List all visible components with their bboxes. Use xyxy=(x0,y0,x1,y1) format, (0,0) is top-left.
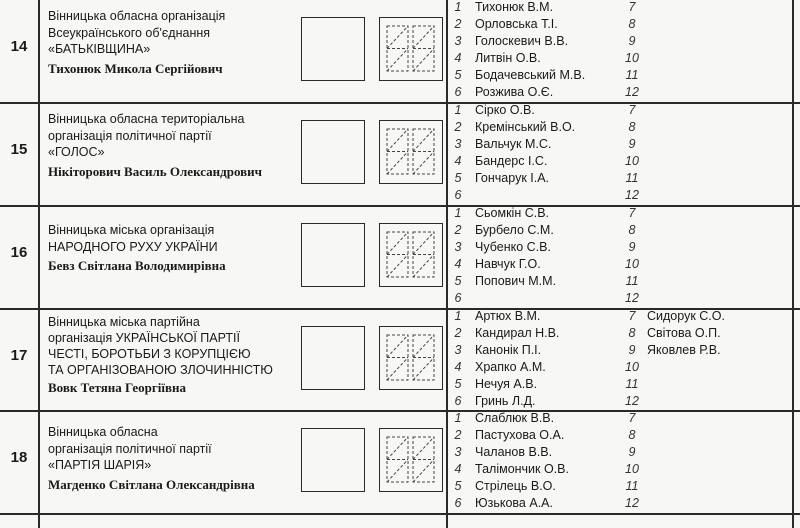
candidate-line: 6 Розжива О.Є. 12 xyxy=(454,85,639,99)
party-name-line: ЧЕСТІ, БОРОТЬБИ З КОРУПЦІЄЮ xyxy=(48,347,251,361)
candidate-line: 4 Навчук Г.О. 10 xyxy=(454,257,639,271)
party-name-line: Вінницька міська партійна xyxy=(48,315,200,329)
candidate-number-field[interactable] xyxy=(379,120,443,184)
candidate-line: 4 Талімончик О.В. 10 xyxy=(454,462,639,476)
candidate-line: 4 Литвін О.В. 10 xyxy=(454,51,639,65)
candidate-number-field[interactable] xyxy=(379,223,443,287)
party-name-line: НАРОДНОГО РУХУ УКРАЇНИ xyxy=(48,239,218,254)
candidate-line: 3 Чаланов В.В. 9 xyxy=(454,445,636,459)
party-name-line: організація політичної партії xyxy=(48,128,212,143)
party-name-line: Вінницька міська організація xyxy=(48,223,215,237)
candidate-line: 1 Слаблюк В.В. 7 xyxy=(454,411,636,425)
candidate-line: 1 Тихонюк В.М. 7 xyxy=(454,0,636,14)
candidate-line: 5 Гончарук І.А. 11 xyxy=(454,171,639,185)
candidate-line: 6 12 xyxy=(454,291,639,305)
candidate-line: 3 Голоскевич В.В. 9 xyxy=(454,34,636,48)
digit-template-icon xyxy=(380,224,441,285)
digit-template-icon xyxy=(380,18,441,79)
party-name-line: організація політичної партії xyxy=(48,441,212,456)
party-name-line: організація УКРАЇНСЬКОЇ ПАРТІЇ xyxy=(48,331,240,345)
party-name-line: ТА ОРГАНІЗОВАНОЮ ЗЛОЧИННІСТЮ xyxy=(48,363,273,377)
party-leader: Нікіторович Василь Олександрович xyxy=(48,163,262,179)
ballot-row-15 xyxy=(0,103,800,206)
candidate-line: 3 Чубенко С.В. 9 xyxy=(454,240,636,254)
party-name-line: «ГОЛОС» xyxy=(48,145,105,159)
ballot-row-17 xyxy=(0,309,800,412)
party-block xyxy=(48,424,298,493)
candidate-line: 5 Бодачевський М.В. 11 xyxy=(454,68,639,82)
candidate-line: 2 Кандирал Н.В. 8 Світова О.П. xyxy=(454,326,721,340)
ballot-row-14 xyxy=(0,0,800,103)
party-name-line: Вінницька обласна територіальна xyxy=(48,112,245,126)
party-block xyxy=(48,314,298,396)
party-leader: Вовк Тетяна Георгіївна xyxy=(48,380,186,395)
candidate-line: 6 12 xyxy=(454,188,639,202)
candidate-number-field[interactable] xyxy=(379,326,443,390)
vote-checkbox[interactable] xyxy=(301,17,365,81)
row-number: 17 xyxy=(10,347,28,364)
party-leader: Тихонюк Микола Сергійович xyxy=(48,60,223,76)
candidate-line: 4 Храпко А.М. 10 xyxy=(454,360,639,374)
party-leader: Бевз Світлана Володимирівна xyxy=(48,258,226,273)
vote-checkbox[interactable] xyxy=(301,326,365,390)
candidate-line: 1 Артюх В.М. 7 Сидорук С.О. xyxy=(454,309,725,323)
candidate-line: 2 Кремінський В.О. 8 xyxy=(454,120,636,134)
candidate-number-field[interactable] xyxy=(379,17,443,81)
candidate-line: 5 Стрілець В.О. 11 xyxy=(454,479,639,493)
digit-template-icon xyxy=(380,121,441,182)
vote-checkbox[interactable] xyxy=(301,428,365,492)
candidate-line: 4 Бандерс І.С. 10 xyxy=(454,154,639,168)
digit-template-icon xyxy=(380,429,441,490)
party-name-line: «БАТЬКІВЩИНА» xyxy=(48,42,151,56)
vote-checkbox[interactable] xyxy=(301,120,365,184)
party-block xyxy=(48,111,298,180)
ballot-row-16 xyxy=(0,206,800,309)
party-name-line: Вінницька обласна організація xyxy=(48,9,226,23)
ballot-row-18 xyxy=(0,411,800,514)
candidate-line: 5 Нечуя А.В. 11 xyxy=(454,377,639,391)
party-block xyxy=(48,222,298,275)
party-name-line: Всеукраїнського об'єднання xyxy=(48,25,211,40)
party-name-line: Вінницька обласна xyxy=(48,425,158,439)
row-number: 14 xyxy=(10,38,28,55)
row-number: 18 xyxy=(10,449,28,466)
party-block xyxy=(48,8,298,77)
candidate-line: 6 Юзькова А.А. 12 xyxy=(454,496,639,510)
candidate-line: 2 Бурбело С.М. 8 xyxy=(454,223,636,237)
candidate-line: 3 Вальчук М.С. 9 xyxy=(454,137,636,151)
party-name-line: «ПАРТІЯ ШАРІЯ» xyxy=(48,458,152,472)
candidate-line: 1 Сірко О.В. 7 xyxy=(454,103,636,117)
vote-checkbox[interactable] xyxy=(301,223,365,287)
candidate-line: 2 Орловська Т.І. 8 xyxy=(454,17,636,31)
candidate-line: 3 Канонік П.І. 9 Яковлев Р.В. xyxy=(454,343,721,357)
candidate-line: 5 Попович М.М. 11 xyxy=(454,274,639,288)
candidate-line: 2 Пастухова О.А. 8 xyxy=(454,428,636,442)
row-number: 15 xyxy=(10,141,28,158)
candidate-line: 6 Гринь Л.Д. 12 xyxy=(454,394,639,408)
candidate-line: 1 Сьомкін С.В. 7 xyxy=(454,206,636,220)
party-leader: Магденко Світлана Олександрівна xyxy=(48,476,255,492)
candidate-number-field[interactable] xyxy=(379,428,443,492)
row-number: 16 xyxy=(10,244,28,261)
digit-template-icon xyxy=(380,327,441,388)
